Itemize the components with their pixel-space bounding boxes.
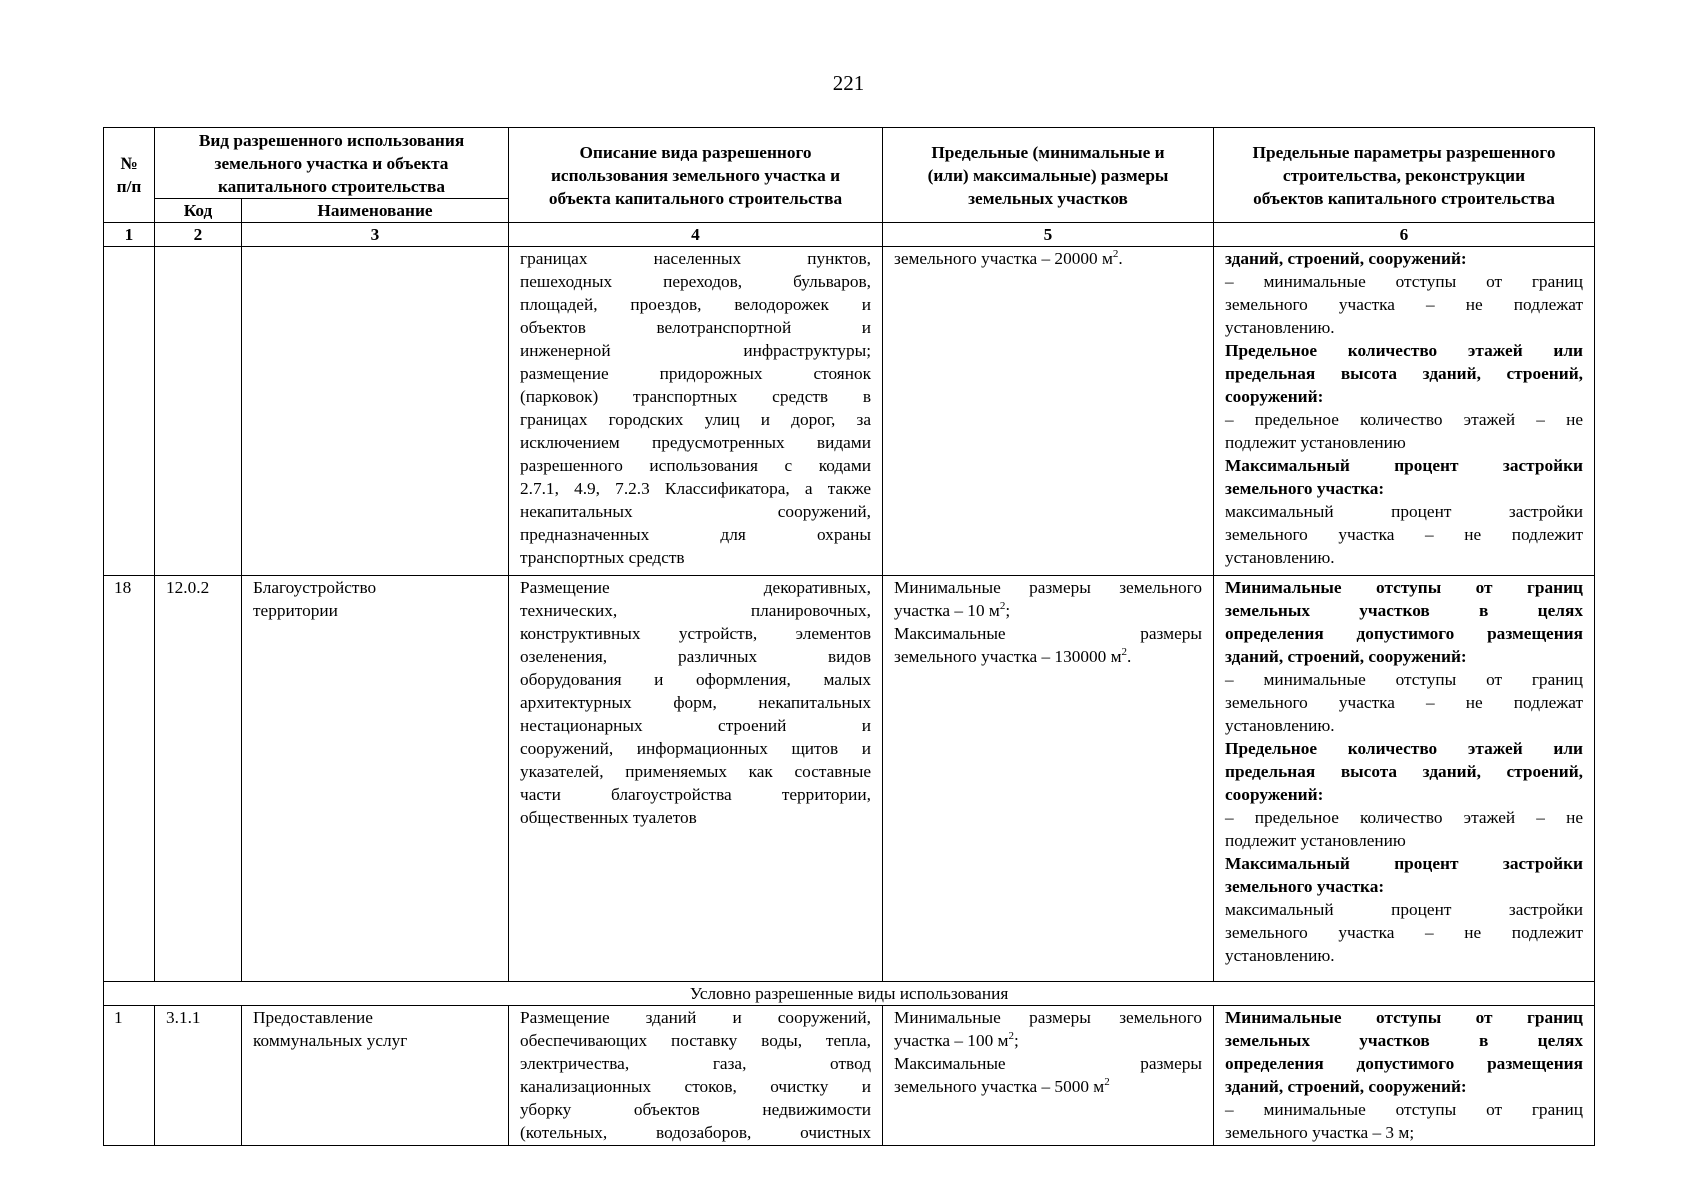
param-line: Минимальные отступы от границ bbox=[1225, 1008, 1583, 1027]
row-name: Предоставление коммунальных услуг bbox=[242, 1006, 509, 1146]
row-code: 3.1.1 bbox=[155, 1006, 242, 1146]
param-line: – предельное количество этажей – не bbox=[1225, 808, 1583, 827]
row-params bbox=[1214, 247, 1595, 576]
param-line: определения допустимого размещения bbox=[1225, 1054, 1583, 1073]
column-number: 6 bbox=[1214, 223, 1595, 247]
row-name bbox=[242, 247, 509, 576]
param-line: – предельное количество этажей – не bbox=[1225, 410, 1583, 429]
param-line: Максимальный процент застройки bbox=[1225, 854, 1583, 873]
param-line: Минимальные отступы от границ bbox=[1225, 578, 1583, 597]
section-row bbox=[104, 982, 1595, 1006]
param-line: зданий, строений, сооружений: bbox=[1225, 647, 1467, 666]
header-params: Предельные параметры разрешенного строительства, реконструкции объектов капитального строительства bbox=[1214, 128, 1595, 223]
param-line: максимальный процент застройки bbox=[1225, 900, 1583, 919]
row-sizes bbox=[883, 1006, 1214, 1146]
size-line: земельного участка – 130000 $м^2$. bbox=[894, 646, 1132, 666]
column-number: 1 bbox=[104, 223, 155, 247]
size-line: земельного участка – 5000 $м^2$ bbox=[894, 1076, 1110, 1096]
row-num bbox=[104, 247, 155, 576]
page-number: 221 bbox=[832, 71, 865, 95]
row-params bbox=[1214, 1006, 1595, 1146]
param-line: предельная высота зданий, строений, bbox=[1225, 364, 1583, 383]
param-line: установлению. bbox=[1225, 946, 1335, 965]
param-line: – минимальные отступы от границ bbox=[1225, 670, 1583, 689]
header-code: Код bbox=[155, 199, 242, 223]
row-params bbox=[1214, 576, 1595, 982]
size-line: участка – 10 $м^2$; bbox=[894, 600, 1011, 620]
row-code: 12.0.2 bbox=[155, 576, 242, 982]
param-line: земельных участков в целях bbox=[1225, 601, 1583, 620]
size-line: Минимальные размеры земельного bbox=[894, 578, 1202, 597]
column-numbers-row bbox=[104, 223, 1595, 247]
param-line: земельного участка – 3 м; bbox=[1225, 1123, 1415, 1142]
header-name: Наименование bbox=[242, 199, 509, 223]
size-line: участка – 100 $м^2$; bbox=[894, 1030, 1019, 1050]
param-line: Предельное количество этажей или bbox=[1225, 341, 1583, 360]
param-line: – минимальные отступы от границ bbox=[1225, 272, 1583, 291]
row-description: Размещение зданий и сооружений, обеспечивающих поставку воды, тепла, электричества, газа, отвод канализационных стоков, очистку и уборку объектов недвижимости (котельных, водозаборов, очистных bbox=[509, 1006, 883, 1146]
param-line: – минимальные отступы от границ bbox=[1225, 1100, 1583, 1119]
param-line: сооружений: bbox=[1225, 785, 1324, 804]
param-line: установлению. bbox=[1225, 548, 1335, 567]
row-num: 18 bbox=[104, 576, 155, 982]
size-line: Максимальные размеры bbox=[894, 1054, 1202, 1073]
param-line: подлежит установлению bbox=[1225, 433, 1406, 452]
column-number: 3 bbox=[242, 223, 509, 247]
row-name: Благоустройство территории bbox=[242, 576, 509, 982]
param-line: предельная высота зданий, строений, bbox=[1225, 762, 1583, 781]
row-sizes bbox=[883, 247, 1214, 576]
param-line: земельного участка – не подлежит bbox=[1225, 923, 1583, 942]
param-line: земельного участка – не подлежит bbox=[1225, 525, 1583, 544]
column-number: 4 bbox=[509, 223, 883, 247]
row-code bbox=[155, 247, 242, 576]
section-title: Условно разрешенные виды использования bbox=[104, 982, 1595, 1006]
param-line: земельных участков в целях bbox=[1225, 1031, 1583, 1050]
param-line: максимальный процент застройки bbox=[1225, 502, 1583, 521]
param-line: земельного участка: bbox=[1225, 877, 1385, 896]
size-line: Максимальные размеры bbox=[894, 624, 1202, 643]
param-line: земельного участка – не подлежат bbox=[1225, 295, 1583, 314]
header-kind: Вид разрешенного использования земельного участка и объекта капитального строительства bbox=[155, 128, 509, 199]
header-row-1 bbox=[104, 128, 1595, 199]
param-line: зданий, строений, сооружений: bbox=[1225, 249, 1467, 268]
header-sizes: Предельные (минимальные и (или) максимальные) размеры земельных участков bbox=[883, 128, 1214, 223]
param-line: земельного участка: bbox=[1225, 479, 1385, 498]
param-line: Предельное количество этажей или bbox=[1225, 739, 1583, 758]
table-row bbox=[104, 247, 1595, 576]
table-row bbox=[104, 576, 1595, 982]
row-description: Размещение декоративных, технических, планировочных, конструктивных устройств, элементов озеленения, различных видов оборудования и оформления, малых архитектурных форм, некапитальных нестационарных строений и сооружений, информационных щитов и указателей, применяемых как составные части благоустройства территории, общественных туалетов bbox=[509, 576, 883, 982]
param-line: Максимальный процент застройки bbox=[1225, 456, 1583, 475]
param-line: земельного участка – не подлежат bbox=[1225, 693, 1583, 712]
size-line: Минимальные размеры земельного bbox=[894, 1008, 1202, 1027]
row-num: 1 bbox=[104, 1006, 155, 1146]
header-description: Описание вида разрешенного использования земельного участка и объекта капитального строительства bbox=[509, 128, 883, 223]
param-line: установлению. bbox=[1225, 318, 1335, 337]
table-row bbox=[104, 1006, 1595, 1146]
param-line: подлежит установлению bbox=[1225, 831, 1406, 850]
param-line: установлению. bbox=[1225, 716, 1335, 735]
column-number: 2 bbox=[155, 223, 242, 247]
row-description: границах населенных пунктов, пешеходных переходов, бульваров, площадей, проездов, велодорожек и объектов велотранспортной и инженерной инфраструктуры; размещение придорожных стоянок (парковок) транспортных средств в границах городских улиц и дорог, за исключением предусмотренных видами разрешенного использования с кодами 2.7.1, 4.9, 7.2.3 Классификатора, а также некапитальных сооружений, предназначенных для охраны транспортных средств bbox=[509, 247, 883, 576]
row-sizes bbox=[883, 576, 1214, 982]
land-use-table bbox=[103, 127, 1595, 1146]
param-line: определения допустимого размещения bbox=[1225, 624, 1583, 643]
column-number: 5 bbox=[883, 223, 1214, 247]
size-line: земельного участка – 20000 $м^2$. bbox=[894, 248, 1123, 268]
header-num: № п/п bbox=[104, 128, 155, 223]
param-line: зданий, строений, сооружений: bbox=[1225, 1077, 1467, 1096]
param-line: сооружений: bbox=[1225, 387, 1324, 406]
